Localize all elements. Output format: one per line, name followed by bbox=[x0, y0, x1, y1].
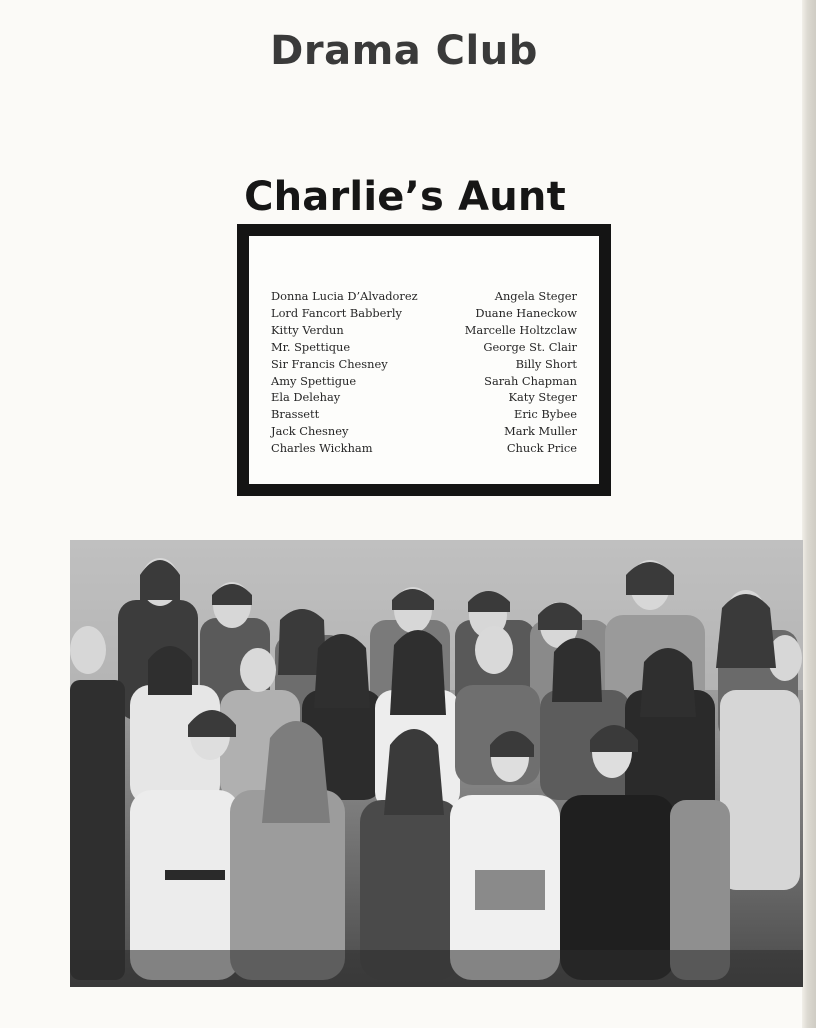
role-name: Sir Francis Chesney bbox=[271, 356, 388, 371]
actor-name: Marcelle Holtzclaw bbox=[464, 322, 577, 337]
role-name: Brassett bbox=[271, 407, 320, 422]
page-title: Drama Club bbox=[270, 28, 538, 74]
role-column bbox=[271, 288, 418, 457]
actor-name: Angela Steger bbox=[494, 289, 577, 303]
cast-list-box bbox=[237, 224, 611, 496]
actor-name: Chuck Price bbox=[506, 441, 577, 456]
role-name: Charles Wickham bbox=[271, 441, 373, 456]
actor-name: Eric Bybee bbox=[514, 407, 577, 422]
role-name: Jack Chesney bbox=[271, 424, 349, 439]
group-photo-illustration bbox=[70, 540, 803, 987]
page-edge bbox=[802, 0, 816, 1028]
role-name: Amy Spettigue bbox=[271, 373, 357, 388]
role-name: Donna Lucia D’Alvadorez bbox=[271, 289, 418, 303]
actor-name: Duane Haneckow bbox=[475, 305, 577, 320]
actor-name: Billy Short bbox=[515, 356, 577, 371]
actor-name: George St. Clair bbox=[483, 339, 577, 354]
actor-name: Mark Muller bbox=[504, 424, 577, 439]
role-name: Lord Fancort Babberly bbox=[271, 305, 402, 320]
actor-column bbox=[465, 288, 577, 457]
group-photo bbox=[70, 540, 803, 987]
actor-name: Katy Steger bbox=[508, 390, 577, 405]
actor-name: Sarah Chapman bbox=[484, 373, 577, 388]
role-name: Kitty Verdun bbox=[271, 322, 344, 337]
role-name: Mr. Spettique bbox=[271, 339, 351, 354]
play-title: Charlie’s Aunt bbox=[244, 174, 566, 220]
role-name: Ela Delehay bbox=[271, 390, 341, 405]
